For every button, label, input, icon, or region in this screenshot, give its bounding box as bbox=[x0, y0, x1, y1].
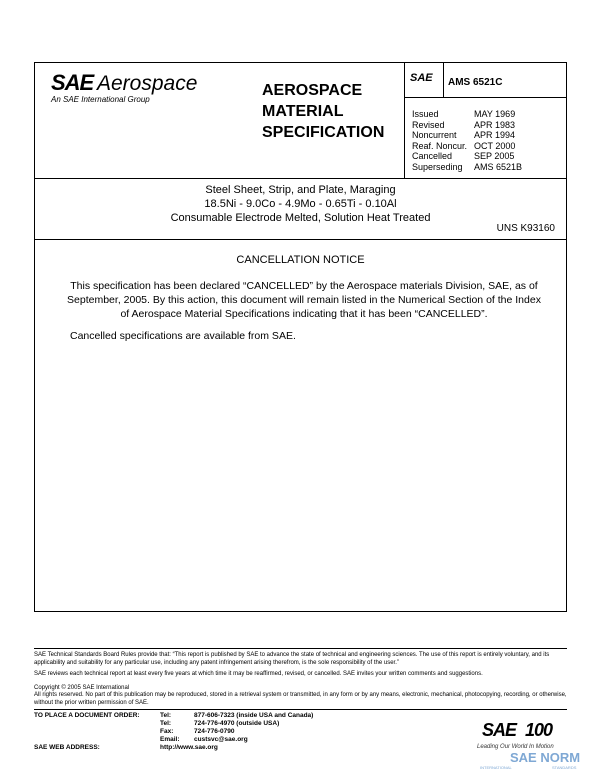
notice-divider bbox=[34, 239, 567, 240]
watermark-sub: INTERNATIONAL bbox=[480, 765, 512, 770]
sae-badge-number: 100 bbox=[525, 720, 553, 740]
material-line: 18.5Ni - 9.0Co - 4.9Mo - 0.65Ti - 0.10Al bbox=[204, 198, 397, 210]
footer-copyright: Copyright © 2005 SAE International bbox=[34, 685, 130, 691]
title-line: MATERIAL bbox=[262, 103, 344, 120]
date-row bbox=[412, 130, 522, 141]
sae-logo: SAE bbox=[51, 70, 94, 95]
material-description bbox=[34, 183, 567, 225]
footer-divider bbox=[34, 648, 567, 649]
material-line: Consumable Electrode Melted, Solution Heat Treated bbox=[170, 212, 431, 224]
contact-list bbox=[160, 712, 313, 744]
sae-badge-text: SAE bbox=[482, 720, 517, 740]
date-label: Issued bbox=[412, 109, 439, 119]
date-value: APR 1994 bbox=[474, 130, 516, 140]
sae-mark-text: SAE bbox=[410, 72, 433, 84]
contact-row bbox=[160, 728, 313, 736]
revision-dates bbox=[412, 109, 522, 172]
date-value: AMS 6521B bbox=[474, 161, 523, 172]
date-label: Noncurrent bbox=[412, 130, 457, 140]
date-label: Cancelled bbox=[412, 151, 453, 161]
watermark-text: SAE NORM bbox=[510, 750, 581, 765]
footer-rules: SAE Technical Standards Board Rules provide that: “This report is published by SAE to advance the state of technical and engineering sciences. The use of this report is entirely voluntary, and its applicability and suitability for any particular use, including any patent infringement arising therefrom, is the sole responsibility of the user.” bbox=[34, 652, 550, 666]
date-label: Revised bbox=[412, 119, 445, 130]
date-row bbox=[412, 120, 522, 131]
ams-box-divider bbox=[404, 97, 567, 98]
contact-key: Tel: bbox=[160, 720, 172, 727]
contact-key: Tel: bbox=[160, 712, 172, 719]
web-label: SAE WEB ADDRESS: bbox=[34, 744, 100, 751]
date-value: APR 1983 bbox=[474, 119, 516, 130]
footer-review: SAE reviews each technical report at least every five years at which time it may be reaffirmed, revised, or cancelled. SAE invites your written comments and suggestions. bbox=[34, 671, 483, 677]
contact-key: Email: bbox=[160, 736, 180, 743]
header-divider bbox=[34, 178, 567, 179]
contact-key: Fax: bbox=[160, 728, 174, 735]
date-value: SEP 2005 bbox=[474, 151, 515, 161]
sae-badge-tagline: Leading Our World In Motion bbox=[477, 744, 554, 750]
contact-row bbox=[160, 736, 313, 744]
contact-value: 877-606-7323 (inside USA and Canada) bbox=[194, 712, 314, 719]
contact-row bbox=[160, 720, 313, 728]
sae-mark-divider bbox=[443, 62, 444, 97]
uns-number: UNS K93160 bbox=[496, 223, 555, 234]
date-value: OCT 2000 bbox=[474, 140, 516, 151]
notice-footnote: Cancelled specifications are available from SAE. bbox=[70, 330, 296, 342]
sae-100-badge bbox=[472, 720, 597, 772]
notice-title: CANCELLATION NOTICE bbox=[236, 254, 365, 266]
title-line: AEROSPACE bbox=[262, 82, 363, 99]
sae-mark bbox=[405, 63, 443, 96]
ams-number: AMS 6521C bbox=[448, 77, 503, 88]
date-row bbox=[412, 109, 522, 120]
contact-value: 724-776-0790 bbox=[194, 728, 235, 735]
logo-subtitle: An SAE International Group bbox=[51, 95, 150, 104]
contact-value: custsvc@sae.org bbox=[194, 736, 248, 743]
web-address[interactable]: http://www.sae.org bbox=[160, 744, 218, 751]
document-title bbox=[262, 80, 384, 143]
watermark-sub: STANDARDS bbox=[552, 765, 577, 770]
date-row bbox=[412, 162, 522, 173]
contact-divider bbox=[34, 709, 567, 710]
footer-rights: All rights reserved. No part of this publication may be reproduced, stored in a retrieval system or transmitted, in any form or by any means, electronic, mechanical, photocopying, recording, or otherwise, without the prior written permission of SAE. bbox=[34, 692, 567, 706]
material-line: Steel Sheet, Strip, and Plate, Maraging bbox=[205, 184, 396, 196]
title-line: SPECIFICATION bbox=[262, 124, 385, 141]
date-label: Superseding bbox=[412, 161, 463, 172]
order-label: TO PLACE A DOCUMENT ORDER: bbox=[34, 712, 140, 719]
date-row bbox=[412, 151, 522, 162]
date-value: MAY 1969 bbox=[474, 109, 516, 119]
contact-row bbox=[160, 712, 313, 720]
aerospace-logo: Aerospace bbox=[97, 72, 198, 95]
date-label: Reaf. Noncur. bbox=[412, 140, 468, 151]
notice-body: This specification has been declared “CANCELLED” by the Aerospace materials Division, SAE, as of September, 2005. By this action, this document will remain listed in the Numerical Section of the Index of Aerospace Material Specifications indicating that it has been “CANCELLED”. bbox=[67, 280, 541, 320]
contact-value: 724-776-4970 (outside USA) bbox=[194, 720, 280, 727]
date-row bbox=[412, 141, 522, 152]
